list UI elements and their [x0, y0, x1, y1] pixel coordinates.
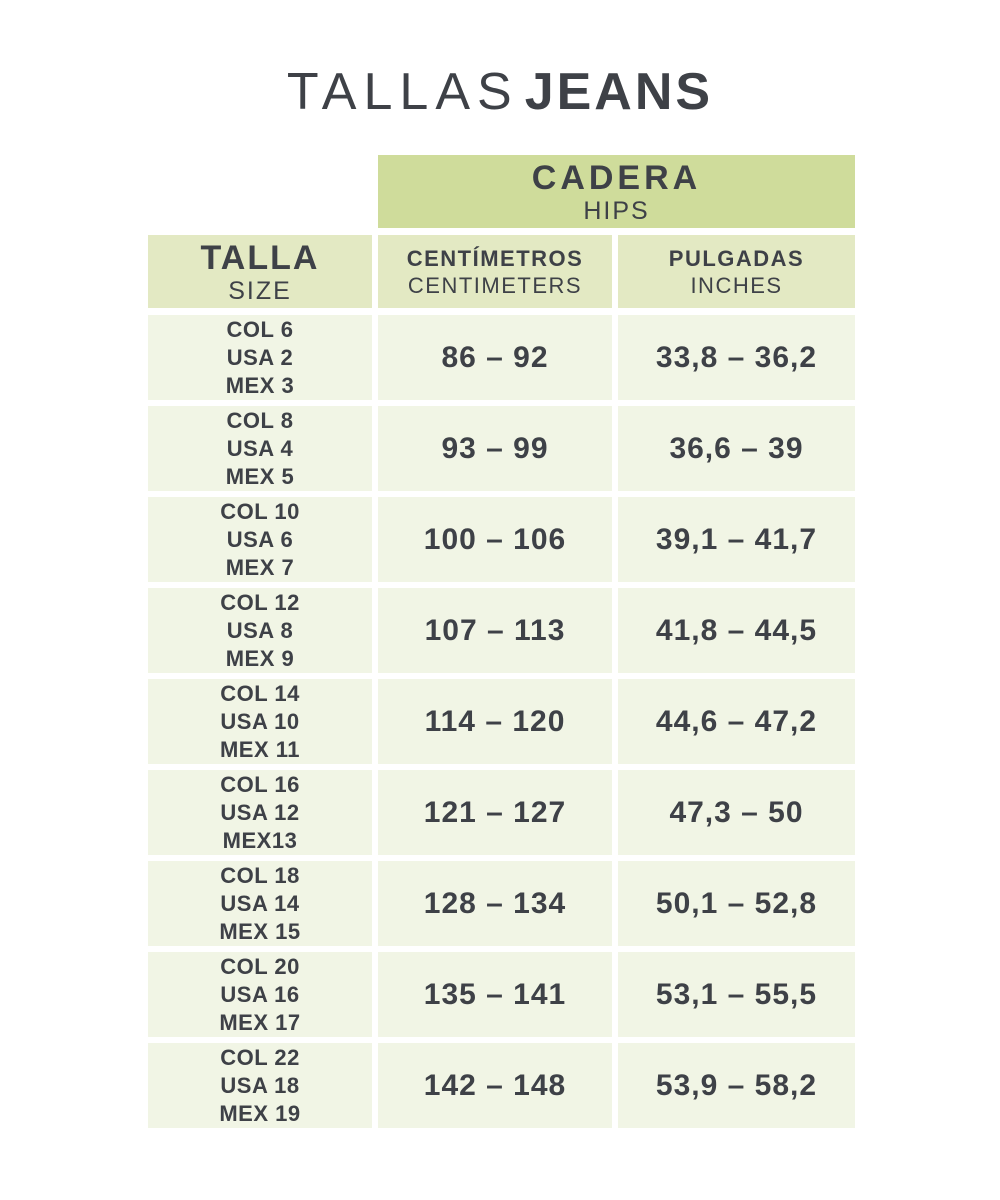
in-range-cell: 33,8 – 36,2: [618, 315, 855, 400]
column-header-size: [148, 235, 372, 308]
cm-range-cell: 135 – 141: [378, 952, 612, 1037]
size-col-label: COL 12: [220, 589, 300, 615]
column-subtitle: CENTIMETERS: [407, 272, 583, 298]
cm-range-cell: 142 – 148: [378, 1043, 612, 1128]
size-cell: [148, 861, 372, 946]
size-cell: [148, 952, 372, 1037]
size-table: [148, 155, 855, 1134]
column-header-row: [148, 235, 855, 308]
size-col-label: COL 6: [226, 316, 294, 342]
size-usa-label: USA 8: [226, 617, 294, 643]
page-title-bold: JEANS: [524, 63, 714, 121]
size-usa-label: USA 2: [226, 344, 294, 370]
size-mex-label: MEX 7: [225, 554, 295, 580]
size-mex-label: MEX 11: [219, 736, 301, 762]
size-cell: [148, 588, 372, 673]
size-col-label: COL 22: [220, 1044, 300, 1070]
in-range-cell: 41,8 – 44,5: [618, 588, 855, 673]
size-mex-label: MEX13: [222, 827, 298, 853]
cm-range-cell: 107 – 113: [378, 588, 612, 673]
size-col-label: COL 16: [220, 771, 300, 797]
size-mex-label: MEX 19: [219, 1100, 301, 1126]
table-row: [148, 861, 855, 946]
size-col-label: COL 10: [220, 498, 300, 524]
in-range-cell: 47,3 – 50: [618, 770, 855, 855]
size-usa-label: USA 4: [226, 435, 294, 461]
size-usa-label: USA 12: [220, 799, 300, 825]
size-cell: [148, 497, 372, 582]
cm-range-cell: 86 – 92: [378, 315, 612, 400]
in-range-cell: 53,1 – 55,5: [618, 952, 855, 1037]
in-range-cell: 44,6 – 47,2: [618, 679, 855, 764]
size-cell: [148, 1043, 372, 1128]
table-row: [148, 406, 855, 491]
size-usa-label: USA 6: [226, 526, 294, 552]
table-row: [148, 952, 855, 1037]
page-title-light: TALLAS: [286, 63, 519, 121]
size-cell: [148, 679, 372, 764]
size-cell: [148, 770, 372, 855]
size-mex-label: MEX 17: [219, 1009, 301, 1035]
table-row: [148, 1043, 855, 1128]
in-range-cell: 36,6 – 39: [618, 406, 855, 491]
cm-range-cell: 121 – 127: [378, 770, 612, 855]
group-header-title: CADERA: [531, 158, 702, 197]
size-usa-label: USA 16: [220, 981, 300, 1007]
size-col-label: COL 8: [226, 407, 294, 433]
size-col-label: COL 18: [220, 862, 300, 888]
group-header-cadera: [378, 155, 855, 228]
table-row: [148, 497, 855, 582]
table-body: [148, 315, 855, 1128]
column-header-centimeters: [378, 235, 612, 308]
size-col-label: COL 14: [220, 680, 300, 706]
size-usa-label: USA 14: [220, 890, 300, 916]
in-range-cell: 50,1 – 52,8: [618, 861, 855, 946]
cm-range-cell: 100 – 106: [378, 497, 612, 582]
column-header-inches: [618, 235, 855, 308]
size-mex-label: MEX 9: [225, 645, 295, 671]
column-subtitle: SIZE: [228, 276, 292, 305]
column-title: CENTÍMETROS: [406, 245, 584, 271]
table-row: [148, 679, 855, 764]
table-row: [148, 315, 855, 400]
column-subtitle: INCHES: [690, 272, 783, 298]
size-usa-label: USA 18: [220, 1072, 300, 1098]
in-range-cell: 39,1 – 41,7: [618, 497, 855, 582]
page-title: [0, 64, 1000, 120]
size-mex-label: MEX 15: [219, 918, 301, 944]
size-col-label: COL 20: [220, 953, 300, 979]
cm-range-cell: 93 – 99: [378, 406, 612, 491]
table-row: [148, 588, 855, 673]
group-header-subtitle: HIPS: [583, 196, 650, 225]
size-mex-label: MEX 3: [225, 372, 295, 398]
table-row: [148, 770, 855, 855]
cm-range-cell: 114 – 120: [378, 679, 612, 764]
cm-range-cell: 128 – 134: [378, 861, 612, 946]
size-cell: [148, 406, 372, 491]
column-title: TALLA: [200, 238, 320, 277]
in-range-cell: 53,9 – 58,2: [618, 1043, 855, 1128]
size-mex-label: MEX 5: [225, 463, 295, 489]
size-cell: [148, 315, 372, 400]
column-title: PULGADAS: [668, 245, 805, 271]
size-usa-label: USA 10: [220, 708, 300, 734]
